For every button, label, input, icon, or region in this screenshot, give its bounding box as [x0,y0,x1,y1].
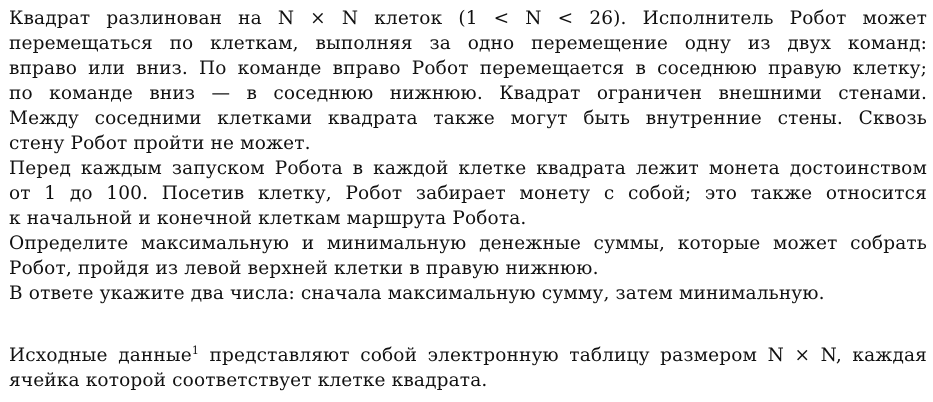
text-line: Квадрат разлинован на N × N клеток (1 < N < 26). Исполнитель Робот может [9,8,927,29]
text-line: Робот, пройдя из левой верхней клетки в правую нижнюю. [9,258,599,279]
source-data-note [9,343,927,393]
text-line: стену Робот пройти не может. [9,133,311,154]
text-line: Между соседними клетками квадрата также могут быть внутренние стены. Сквозь [9,108,927,129]
text-line: перемещаться по клеткам, выполняя за одно перемещение одну из двух команд: [9,33,927,54]
text-line [9,343,927,368]
task-text [9,6,927,306]
text-line: Перед каждым запуском Робота в каждой клетке квадрата лежит монета достоинством [9,158,927,179]
text-line: по команде вниз — в соседнюю нижнюю. Квадрат ограничен внешними стенами. [9,83,927,104]
text-line: к начальной и конечной клеткам маршрута Робота. [9,208,527,229]
text-line: от 1 до 100. Посетив клетку, Робот забирает монету с собой; это также относится [9,183,927,204]
footnote-marker: 1 [191,343,200,357]
text-line: В ответе укажите два числа: сначала максимальную сумму, затем минимальную. [9,283,825,304]
text-line: ячейка которой соответствует клетке квадрата. [9,370,488,391]
note-start: Исходные данные [9,345,192,366]
note-end: представляют собой электронную таблицу размером N × N, каждая [199,345,927,366]
text-line: вправо или вниз. По команде вправо Робот перемещается в соседнюю правую клетку; [9,58,927,79]
text-line: Определите максимальную и минимальную денежные суммы, которые может собрать [9,233,927,254]
